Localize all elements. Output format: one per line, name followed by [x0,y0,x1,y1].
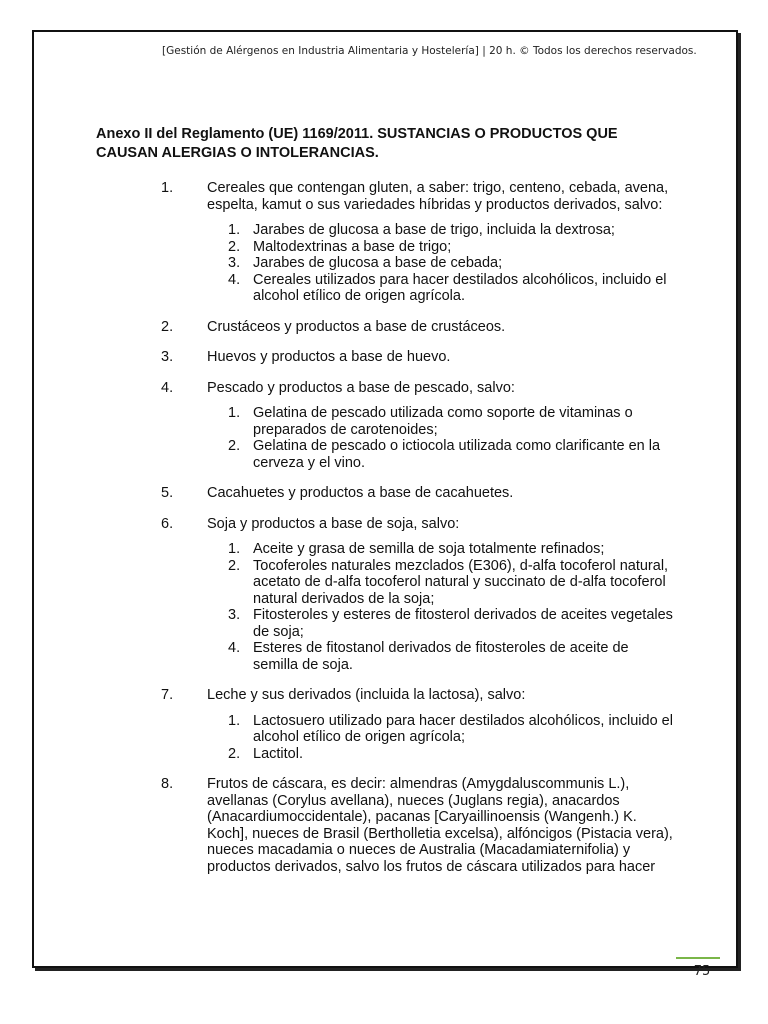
list-item-text [207,776,717,875]
list-item [34,319,736,336]
list-item-line: Huevos y productos a base de huevo. [207,349,451,365]
list-item [34,380,736,472]
sub-list-item-number: 1. [228,222,241,238]
sub-list-item [34,558,736,608]
sub-list [34,405,736,471]
sub-list-item-text [253,746,723,763]
sub-list-item-line: Jarabes de glucosa a base de cebada; [253,255,503,271]
list-item [34,687,736,762]
list-item-number: 1. [161,180,174,196]
sub-list-item-line: Lactosuero utilizado para hacer destilados alcohólicos, incluido el [253,712,673,729]
allergen-list [34,180,736,889]
list-item-line: avellanas (Corylus avellana), nueces (Juglans regia), anacardos [207,792,620,809]
sub-list-item-line: alcohol etílico de origen agrícola. [253,288,465,304]
sub-list-item-line: alcohol etílico de origen agrícola; [253,729,465,745]
sub-list-item-text [253,558,723,608]
page-number-rule [676,957,720,959]
list-item-line: espelta, kamut o sus variedades híbridas y productos derivados, salvo: [207,196,663,213]
sub-list-item [34,272,736,305]
list-item-number: 2. [161,318,174,335]
list-item-line: Crustáceos y productos a base de crustáceos. [207,318,506,335]
sub-list-item-number: 3. [228,255,241,271]
list-item-text [207,687,717,704]
sub-list-item-line: Aceite y grasa de semilla de soja totalmente refinados; [253,541,605,557]
sub-list [34,541,736,673]
sub-list-item [34,405,736,438]
sub-list-item-line: Tocoferoles naturales mezclados (E306), d-alfa tocoferol natural, [253,557,669,574]
list-item-line: Frutos de cáscara, es decir: almendras (Amygdaluscommunis L.), [207,776,630,792]
sub-list-item-number: 2. [228,745,241,762]
list-item-text [207,380,717,397]
list-item [34,485,736,502]
list-item-line: productos derivados, salvo los frutos de cáscara utilizados para hacer [207,858,656,875]
sub-list-item [34,713,736,746]
list-item-line: Cacahuetes y productos a base de cacahuetes. [207,485,514,501]
list-item-text [207,349,717,366]
list-item-text [207,485,717,502]
annex-title-line: Anexo II del Reglamento (UE) 1169/2011. SUSTANCIAS O PRODUCTOS QUE [96,126,618,142]
list-item-line: Pescado y productos a base de pescado, salvo: [207,379,515,396]
sub-list-item-number: 2. [228,557,241,574]
sub-list-item [34,607,736,640]
list-item-line: Leche y sus derivados (incluida la lactosa), salvo: [207,687,526,703]
list-item-number: 6. [161,515,174,532]
list-item-text [207,516,717,533]
sub-list-item-text [253,239,723,256]
sub-list-item [34,239,736,256]
list-item-number: 7. [161,687,174,703]
sub-list-item-text [253,541,723,558]
list-item [34,776,736,875]
list-item-text [207,319,717,336]
sub-list-item-line: Jarabes de glucosa a base de trigo, incluida la dextrosa; [253,222,615,238]
annex-title-line: CAUSAN ALERGIAS O INTOLERANCIAS. [96,145,379,161]
sub-list-item-number: 3. [228,607,241,623]
sub-list-item [34,541,736,558]
sub-list-item-number: 2. [228,438,241,454]
sub-list-item [34,222,736,239]
list-item-number: 4. [161,379,174,396]
list-item-text [207,180,717,213]
sub-list-item-text [253,640,723,673]
sub-list-item [34,438,736,471]
list-item-number: 3. [161,349,174,365]
sub-list-item-line: de soja; [253,623,304,640]
sub-list-item-line: Lactitol. [253,745,303,762]
sub-list-item-line: Maltodextrinas a base de trigo; [253,238,452,255]
sub-list-item-number: 1. [228,405,241,421]
sub-list [34,222,736,305]
sub-list-item [34,746,736,763]
list-item-number: 8. [161,776,174,792]
sub-list-item-text [253,438,723,471]
list-item-number: 5. [161,485,174,501]
sub-list-item [34,640,736,673]
sub-list-item-line: Esteres de fitostanol derivados de fitosteroles de aceite de [253,640,629,656]
list-item-line: Cereales que contengan gluten, a saber: trigo, centeno, cebada, avena, [207,180,669,196]
sub-list [34,713,736,763]
sub-list-item-line: Cereales utilizados para hacer destilados alcohólicos, incluido el [253,271,667,288]
list-item-line: Koch], nueces de Brasil (Bertholletia excelsa), alfóncigos (Pistacia vera), [207,825,673,842]
running-header: [Gestión de Alérgenos en Industria Alimentaria y Hostelería] | 20 h. © Todos los derechos reservados. [162,45,697,57]
list-item [34,516,736,674]
sub-list-item-number: 4. [228,271,241,288]
document-page [32,30,738,979]
sub-list-item-text [253,222,723,239]
list-item-line: (Anacardiumoccidentale), pacanas [Caryaillinoensis (Wangenh.) K. [207,809,637,825]
sub-list-item-line: Gelatina de pescado o ictiocola utilizada como clarificante en la [253,438,661,454]
list-item-line: Soja y productos a base de soja, salvo: [207,515,460,532]
list-item [34,349,736,366]
annex-title [96,125,696,163]
list-item-line: nueces macadamia o nueces de Australia (Macadamiaternifolia) y [207,842,631,858]
sub-list-item-number: 2. [228,238,241,255]
sub-list-item-line: preparados de carotenoides; [253,421,438,438]
sub-list-item-line: natural derivados de la soja; [253,590,435,607]
sub-list-item-line: Fitosteroles y esteres de fitosterol derivados de aceites vegetales [253,607,673,623]
sub-list-item-number: 1. [228,712,241,729]
sub-list-item-text [253,272,723,305]
sub-list-item-number: 4. [228,640,241,656]
sub-list-item-text [253,255,723,272]
list-item [34,180,736,305]
sub-list-item-text [253,405,723,438]
sub-list-item-line: acetato de d-alfa tocoferol natural y succinato de d-alfa tocoferol [253,574,666,590]
sub-list-item-line: cerveza y el vino. [253,454,366,471]
sub-list-item-number: 1. [228,541,241,557]
sub-list-item-text [253,713,723,746]
sub-list-item-line: Gelatina de pescado utilizada como soporte de vitaminas o [253,405,633,421]
sub-list-item [34,255,736,272]
sub-list-item-line: semilla de soja. [253,656,353,673]
page-number: 75 [693,964,711,979]
sub-list-item-text [253,607,723,640]
